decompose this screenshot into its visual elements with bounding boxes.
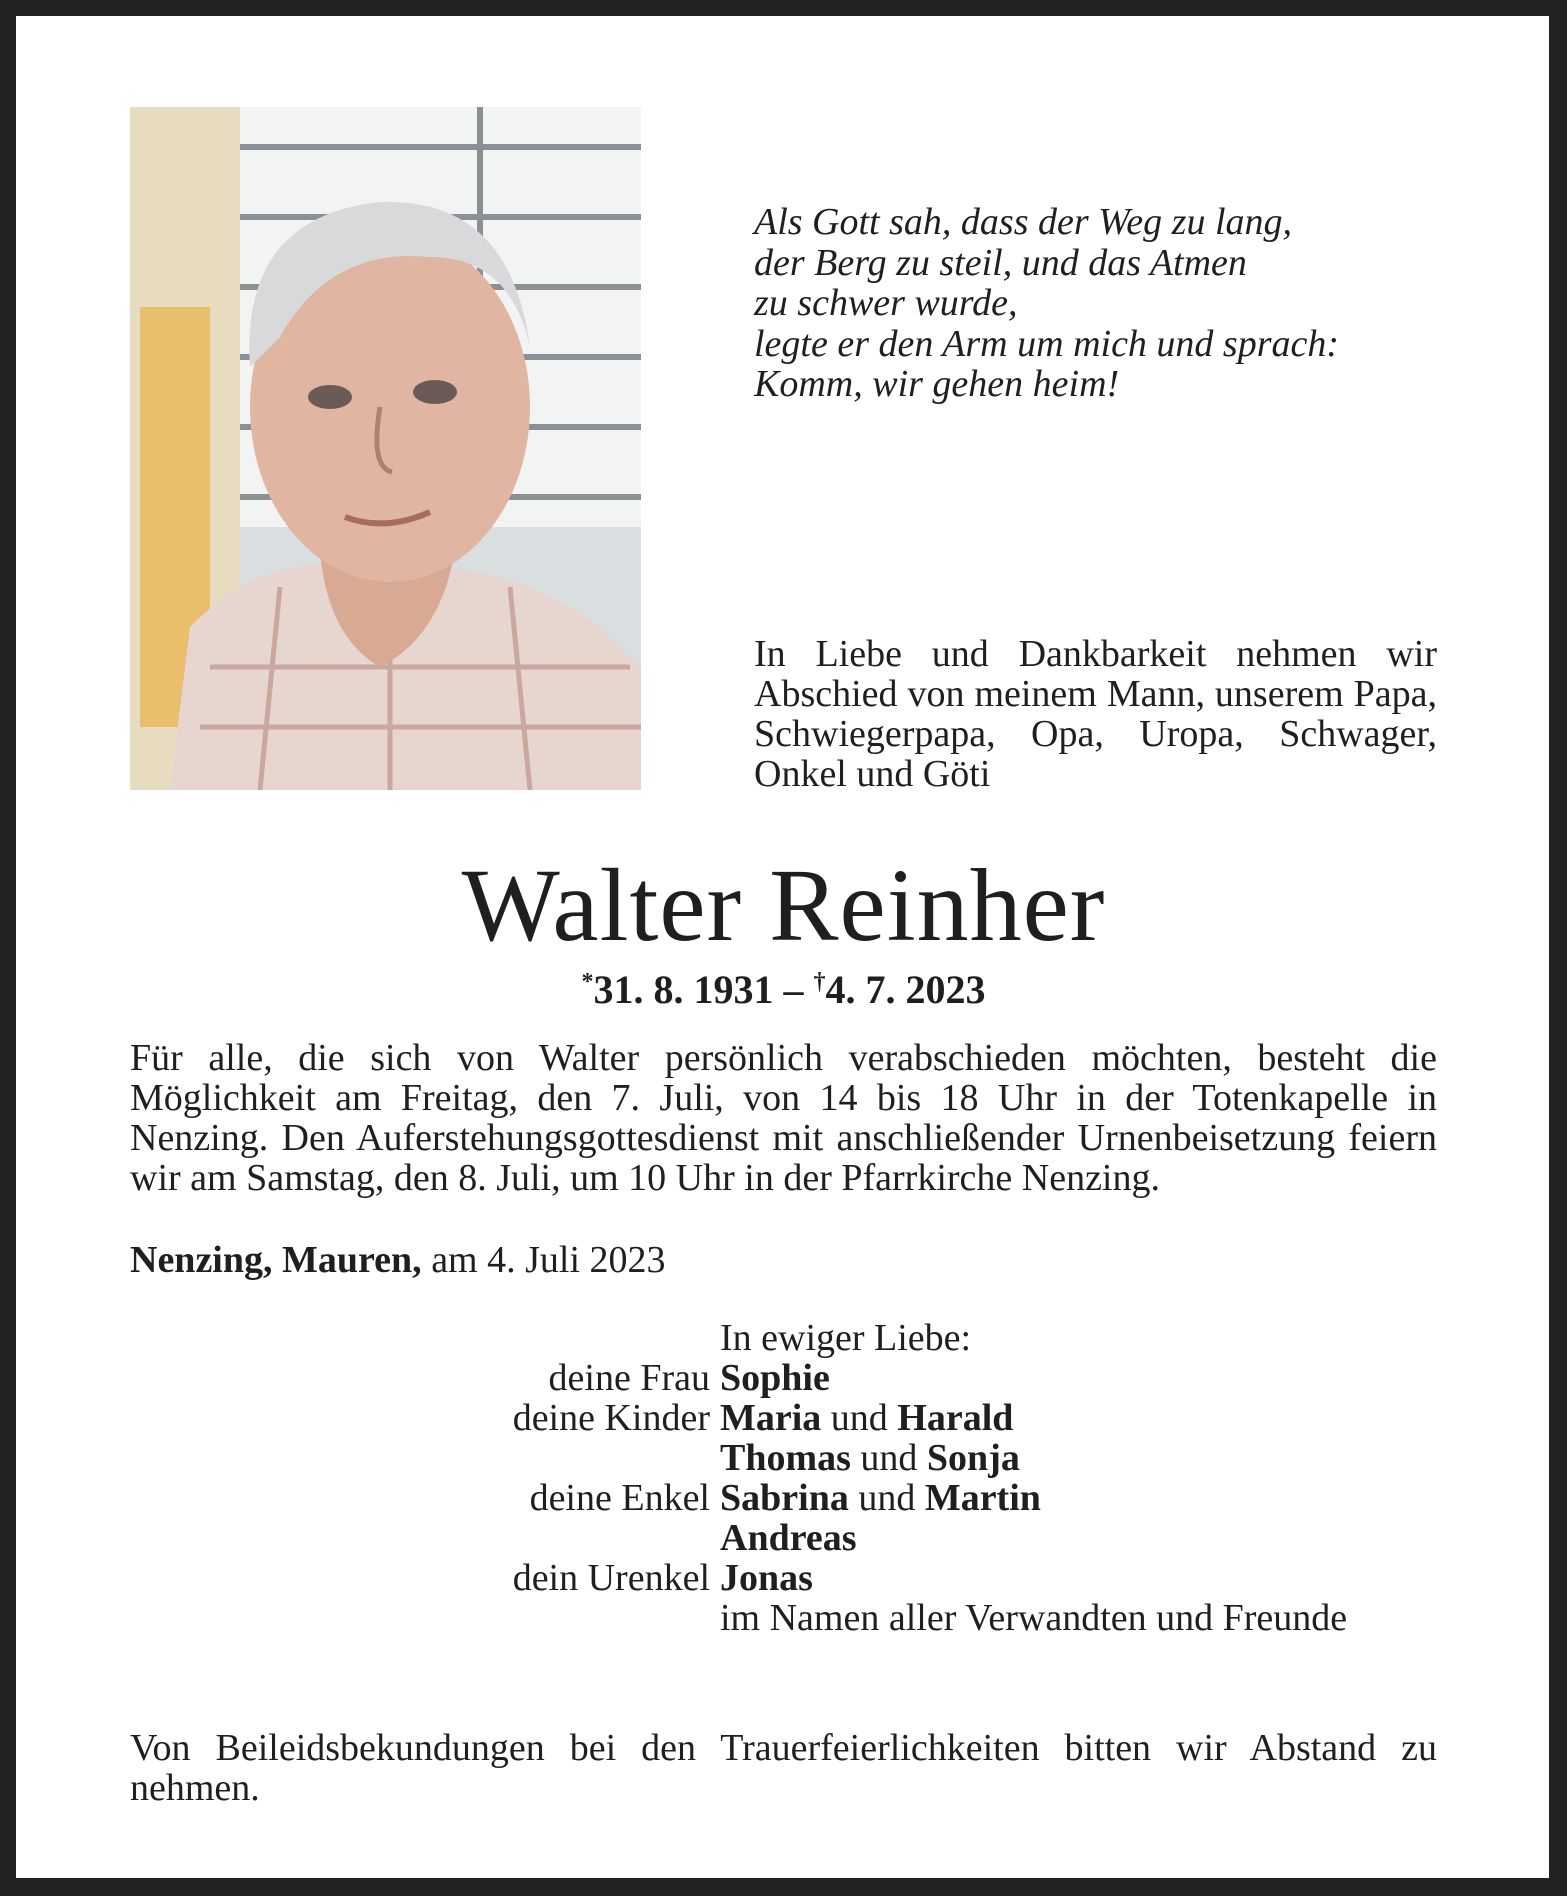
death-date: 4. 7. 2023 [825,967,986,1012]
signoff-heading: In ewiger Liebe: [720,1317,972,1359]
relation-label [300,1438,720,1478]
family-name: Andreas [720,1517,857,1559]
death-symbol: † [813,969,826,995]
family-row [300,1398,1440,1438]
family-name: Harald [897,1397,1014,1439]
poem-line: Komm, wir gehen heim! [754,363,1120,405]
relation-label: dein Urenkel [512,1557,710,1599]
poem-line: zu schwer wurde, [754,282,1018,324]
family-name: Thomas [720,1437,851,1479]
places: Nenzing, Mauren, [130,1239,422,1281]
place-date [130,1238,1030,1282]
conjunction: und [860,1437,918,1479]
signoff-closing: im Namen aller Verwandten und Freunde [720,1597,1348,1639]
family-name: Maria [720,1397,822,1439]
conjunction: und [830,1397,888,1439]
notice-date: am 4. Juli 2023 [431,1239,666,1281]
family-row [300,1518,1440,1558]
birth-date: 31. 8. 1931 [593,967,774,1012]
family-row [300,1438,1440,1478]
signoff-heading-row [300,1318,1440,1358]
poem [754,202,1454,405]
ceremony-text: Für alle, die sich von Walter persönlich verabschieden möchten, besteht die Möglichkeit am Freitag, den 7. Juli, von 14 bis 18 Uhr in der Totenkapelle in Nenzing. Den Auferstehungsgottesdienst mit anschließender Urnenbeisetzung feiern wir am Samstag, den 8. Juli, um 10 Uhr in der Pfarrkirche Nenzing. [130,1037,1437,1199]
deceased-name: Walter Reinher [461,848,1106,963]
signoff [300,1318,1440,1638]
conjunction: und [858,1477,916,1519]
family-name: Sabrina [720,1477,849,1519]
date-separator: – [773,967,814,1012]
life-dates [0,958,1567,1014]
poem-line: der Berg zu steil, und das Atmen [754,241,1247,284]
condolence-note: Von Beileidsbekundungen bei den Trauerfeierlichkeiten bitten wir Abstand zu nehmen. [130,1727,1437,1809]
poem-line: legte er den Arm um mich und sprach: [754,322,1340,365]
family-name: Martin [924,1477,1041,1519]
family-row [300,1358,1440,1398]
portrait-photo [130,107,641,790]
family-row [300,1478,1440,1518]
family-name: Sophie [720,1357,830,1399]
relation-label: deine Kinder [512,1397,710,1439]
family-name: Sonja [926,1437,1020,1479]
poem-line: Als Gott sah, dass der Weg zu lang, [754,201,1293,243]
signoff-closing-row [300,1598,1440,1638]
birth-symbol: * [581,969,594,995]
intro-text: In Liebe und Dankbarkeit nehmen wir Abschied von meinem Mann, unserem Papa, Schwiegerpapa, Opa, Uropa, Schwager, Onkel und Göti [754,633,1437,795]
relation-label: deine Frau [548,1357,710,1399]
relation-label [300,1518,720,1558]
portrait-illustration [130,107,641,790]
family-row [300,1558,1440,1598]
relation-label: deine Enkel [529,1477,710,1519]
family-name: Jonas [720,1557,813,1599]
